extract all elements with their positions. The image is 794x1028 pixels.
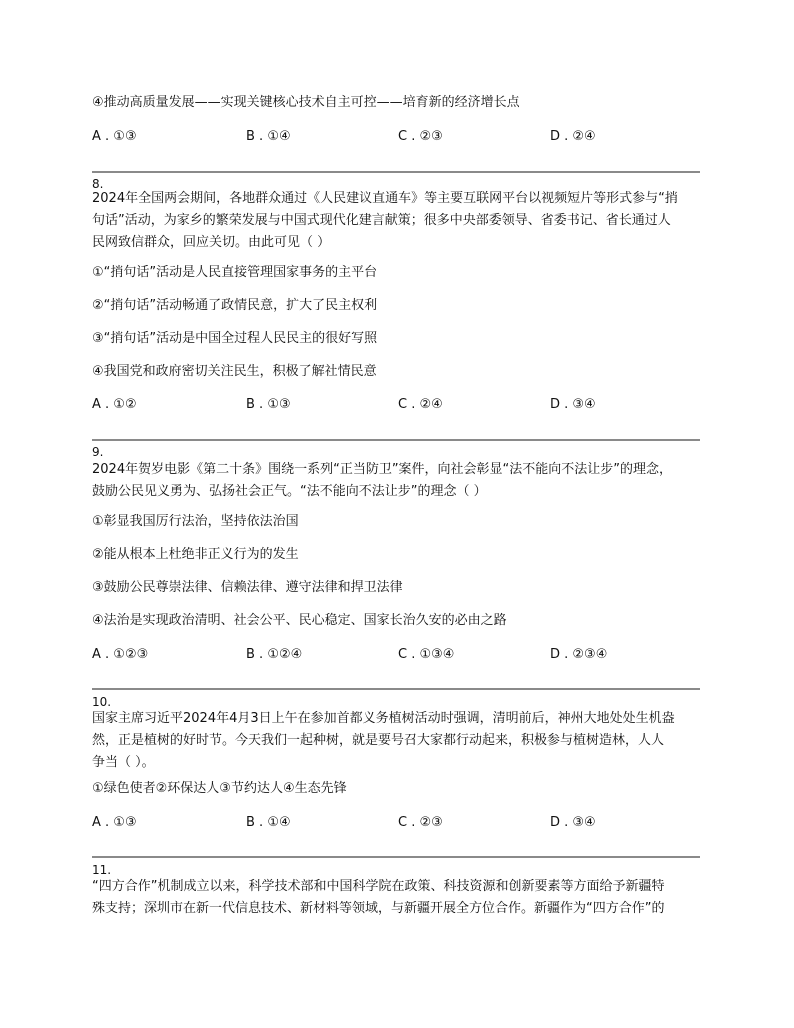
q9-option-d[interactable]: D . ②③④	[550, 647, 608, 662]
q10-stem-line-3: 争当（ ）。	[92, 755, 155, 770]
divider	[92, 171, 700, 173]
q8-number: 8.	[92, 177, 104, 191]
q11-number: 11.	[92, 863, 112, 877]
q8-option-a[interactable]: A . ①②	[92, 397, 137, 412]
q7-option-c[interactable]: C . ②③	[398, 129, 443, 144]
q8-item-3: ③“捎句话”活动是中国全过程人民民主的很好写照	[92, 331, 378, 346]
q9-option-b[interactable]: B . ①②④	[246, 647, 303, 662]
q10-option-c[interactable]: C . ②③	[398, 815, 443, 830]
q11-stem-line-2: 殊支持；深圳市在新一代信息技术、新材料等领域，与新疆开展全方位合作。新疆作为“四方合作”的	[92, 901, 665, 916]
q9-stem-line-1: 2024年贺岁电影《第二十条》围绕一系列“正当防卫”案件，向社会彰显“法不能向不法让步”的理念，	[92, 462, 673, 477]
q7-item-4: ④推动高质量发展——实现关键核心技术自主可控——培育新的经济增长点	[92, 95, 520, 110]
q8-item-1: ①“捎句话”活动是人民直接管理国家事务的主平台	[92, 265, 378, 280]
q10-items: ①绿色使者②环保达人③节约达人④生态先锋	[92, 781, 347, 796]
divider	[92, 688, 700, 690]
divider	[92, 856, 700, 858]
q9-option-c[interactable]: C . ①③④	[398, 647, 455, 662]
q8-stem-line-3: 民网致信群众，回应关切。由此可见（ ）	[92, 235, 331, 250]
q9-item-2: ②能从根本上杜绝非正义行为的发生	[92, 547, 299, 562]
q10-option-a[interactable]: A . ①③	[92, 815, 137, 830]
q10-stem-line-1: 国家主席习近平2024年4月3日上午在参加首都义务植树活动时强调，清明前后，神州大地处处生机盎	[92, 711, 675, 726]
q8-stem-line-2: 句话”活动，为家乡的繁荣发展与中国式现代化建言献策；很多中央部委领导、省委书记、省长通过人	[92, 213, 671, 228]
q9-item-3: ③鼓励公民尊崇法律、信赖法律、遵守法律和捍卫法律	[92, 580, 403, 595]
q8-option-d[interactable]: D . ③④	[550, 397, 596, 412]
q7-option-d[interactable]: D . ②④	[550, 129, 596, 144]
q10-number: 10.	[92, 695, 112, 709]
q7-option-b[interactable]: B . ①④	[246, 129, 291, 144]
q9-number: 9.	[92, 445, 104, 459]
q11-stem-line-1: “四方合作”机制成立以来，科学技术部和中国科学院在政策、科技资源和创新要素等方面给予新疆特	[92, 879, 665, 894]
q7-option-a[interactable]: A . ①③	[92, 129, 137, 144]
q9-item-1: ①彰显我国厉行法治，坚持依法治国	[92, 514, 299, 529]
q9-option-a[interactable]: A . ①②③	[92, 647, 149, 662]
q10-option-b[interactable]: B . ①④	[246, 815, 291, 830]
divider	[92, 439, 700, 441]
q8-option-c[interactable]: C . ②④	[398, 397, 443, 412]
q9-item-4: ④法治是实现政治清明、社会公平、民心稳定、国家长治久安的必由之路	[92, 613, 507, 628]
q8-stem-line-1: 2024年全国两会期间，各地群众通过《人民建议直通车》等主要互联网平台以视频短片等形式参与“捎	[92, 191, 678, 206]
q8-option-b[interactable]: B . ①③	[246, 397, 291, 412]
q8-item-2: ②“捎句话”活动畅通了政情民意，扩大了民主权利	[92, 298, 378, 313]
q8-item-4: ④我国党和政府密切关注民生，积极了解社情民意	[92, 364, 377, 379]
q9-stem-line-2: 鼓励公民见义勇为、弘扬社会正气。“法不能向不法让步”的理念（ ）	[92, 484, 487, 499]
q10-option-d[interactable]: D . ③④	[550, 815, 596, 830]
q10-stem-line-2: 然，正是植树的好时节。今天我们一起种树，就是要号召大家都行动起来，积极参与植树造林，人人	[92, 733, 665, 748]
